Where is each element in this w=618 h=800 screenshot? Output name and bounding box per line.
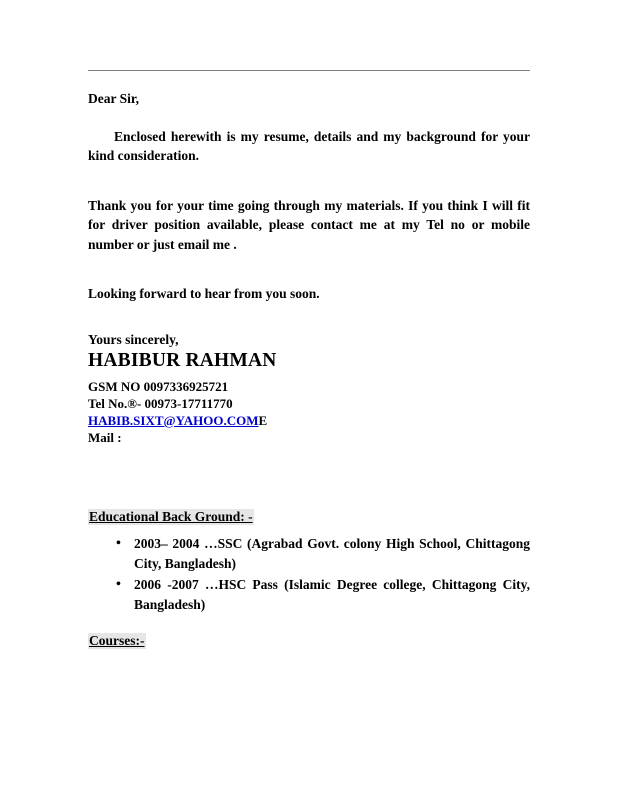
contact-tel: Tel No.®- 00973-17711770 <box>88 395 233 411</box>
salutation: Dear Sir, <box>88 91 140 106</box>
section-heading-education-row <box>88 508 530 526</box>
list-item: • 2006 -2007 …HSC Pass (Islamic Degree college, Chittagong City, Bangladesh) <box>134 575 530 614</box>
section-heading-courses: Courses:- <box>89 633 145 649</box>
email-link[interactable]: HABIB.SIXT@YAHOO.COM <box>88 412 259 428</box>
contact-mail-label: Mail : <box>88 429 122 445</box>
paragraph-closing: Yours sincerely, <box>88 331 179 347</box>
contact-email-row <box>88 412 530 429</box>
email-trailing-char: E <box>258 412 268 428</box>
document-body <box>88 70 530 650</box>
paragraph-thank-you: Thank you for your time going through my materials. If you think I will fit for driver position available, please contact me at my Tel no or mobile number or just email me . <box>88 197 530 252</box>
header-divider <box>88 70 530 71</box>
section-heading-courses-row <box>88 632 530 650</box>
education-list <box>88 534 530 614</box>
signature-name: HABIBUR RAHMAN <box>88 349 277 371</box>
paragraph-enclosure: Enclosed herewith is my resume, details and my background for your kind consideration. <box>88 128 530 164</box>
spacer <box>88 446 530 508</box>
contact-gsm: GSM NO 0097336925721 <box>88 378 229 394</box>
list-item: • 2003– 2004 …SSC (Agrabad Govt. colony High School, Chittagong City, Bangladesh) <box>134 534 530 573</box>
section-heading-education: Educational Back Ground: - <box>89 509 253 525</box>
paragraph-looking-forward: Looking forward to hear from you soon. <box>88 286 320 302</box>
contact-block <box>88 378 530 447</box>
